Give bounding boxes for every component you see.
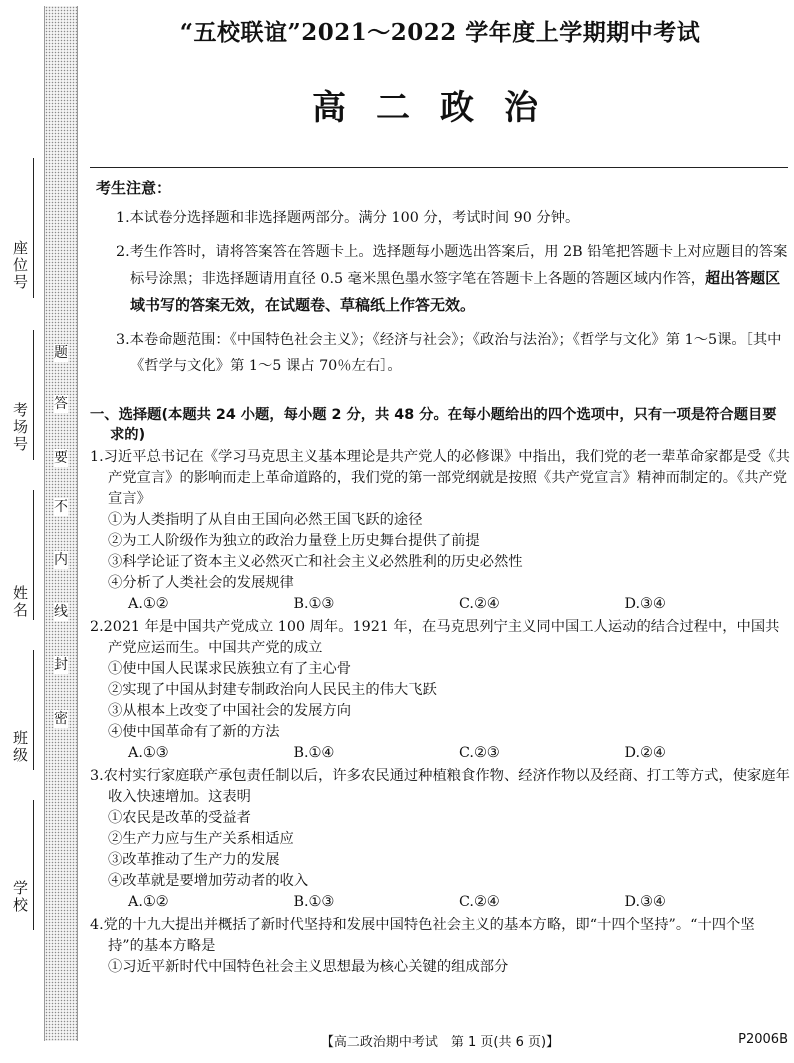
question-stem: 2.2021 年是中国共产党成立 100 周年。1921 年，在马克思列宁主义同中国工人运动的结合过程中，中国共产党应运而生。中国共产党的成立 (90, 619, 780, 656)
question (90, 766, 790, 913)
subject-title: 高二政治 (312, 88, 568, 128)
class-label: 班级 (11, 730, 29, 764)
answer-choice[interactable]: A.①③ (128, 745, 169, 761)
notice-item: 3.本卷命题范围：《中国特色社会主义》；《经济与社会》；《政治与法治》；《哲学与文化》第 1～5课。［其中《哲学与文化》第 1～5 课占 70％左右］。 (116, 332, 782, 374)
seal-char: 封 (54, 657, 68, 673)
notice-item-text: 2.考生作答时，请将答案答在答题卡上。选择题每小题选出答案后，用 2B 铅笔把答题卡上对应题目的答案标号涂黑；非选择题请用直径 0.5 毫米黑色墨水签字笔在答题卡上各题的答题区域内作答， (116, 244, 788, 287)
seal-char: 答 (54, 396, 68, 412)
header-divider (90, 167, 788, 168)
seal-char: 题 (54, 345, 68, 361)
exam-room-label: 考场号 (11, 402, 29, 453)
statement-option: ①习近平新时代中国特色社会主义思想最为核心关键的组成部分 (108, 959, 509, 975)
answer-choices (90, 743, 790, 764)
school-line[interactable] (33, 800, 34, 930)
statement-option: ②实现了中国从封建专制政治向人民民主的伟大飞跃 (108, 682, 437, 698)
statement-option: ①使中国人民谋求民族独立有了主心骨 (108, 661, 352, 677)
page-footer: 【高二政治期中考试 第 1 页(共 6 页)】 (320, 1035, 560, 1050)
statement-option: ④改革就是要增加劳动者的收入 (108, 873, 309, 889)
notice-item: 1.本试卷分选择题和非选择题两部分。满分 100 分，考试时间 90 分钟。 (116, 210, 580, 226)
seal-char: 密 (54, 711, 68, 727)
answer-choice[interactable]: C.②④ (459, 596, 500, 612)
exam-room-line[interactable] (33, 330, 34, 460)
seal-char: 要 (54, 450, 68, 466)
answer-choice[interactable]: C.②④ (459, 894, 500, 910)
answer-choices (90, 594, 790, 615)
statement-option: ③改革推动了生产力的发展 (108, 852, 280, 868)
answer-choice[interactable]: B.①④ (293, 745, 335, 761)
question-stem: 3.农村实行家庭联产承包责任制以后，许多农民通过种植粮食作物、经济作物以及经商、打工等方式，使家庭年收入快速增加。这表明 (90, 768, 790, 805)
answer-choice[interactable]: D.②④ (624, 745, 666, 761)
seal-char: 线 (54, 604, 68, 620)
question (90, 915, 790, 978)
exam-content (90, 178, 790, 978)
statement-option: ①农民是改革的受益者 (108, 810, 251, 826)
exam-title: “五校联谊”2021～2022 学年度上学期期中考试 (179, 19, 701, 46)
school-label: 学校 (11, 880, 29, 914)
question (90, 447, 790, 615)
question-stem: 4.党的十九大提出并概括了新时代坚持和发展中国特色社会主义的基本方略，即“十四个坚持”。“十四个坚持”的基本方略是 (90, 917, 755, 954)
statement-option: ②为工人阶级作为独立的政治力量登上历史舞台提供了前提 (108, 533, 480, 549)
answer-choice[interactable]: C.②③ (459, 745, 500, 761)
seal-strip (44, 6, 78, 1041)
class-line[interactable] (33, 650, 34, 770)
binding-margin (0, 0, 40, 1063)
question (90, 617, 790, 764)
statement-option: ③科学论证了资本主义必然灭亡和社会主义必然胜利的历史必然性 (108, 554, 523, 570)
answer-choice[interactable]: A.①② (128, 596, 169, 612)
name-line[interactable] (33, 490, 34, 620)
notice-heading: 考生注意： (96, 179, 172, 197)
seat-number-line[interactable] (33, 158, 34, 298)
answer-choice[interactable]: B.①③ (293, 894, 335, 910)
statement-option: ①为人类指明了从自由王国向必然王国飞跃的途径 (108, 512, 423, 528)
question-list (90, 447, 790, 978)
answer-choices (90, 892, 790, 913)
answer-choice[interactable]: D.③④ (624, 894, 666, 910)
section-heading: 一、选择题(本题共 24 小题，每小题 2 分，共 48 分。在每小题给出的四个选项中，只有一项是符合题目要求的) (90, 407, 777, 443)
answer-choice[interactable]: A.①② (128, 894, 169, 910)
notice-emphasis: 超出答题区域书写的答案无效，在试题卷、草稿纸上作答无效。 (130, 269, 781, 314)
answer-choice[interactable]: D.③④ (624, 596, 666, 612)
statement-option: ④分析了人类社会的发展规律 (108, 575, 294, 591)
seat-number-label: 座位号 (11, 240, 29, 291)
seal-char: 不 (54, 499, 68, 515)
notice-item (90, 239, 790, 319)
statement-option: ②生产力应与生产关系相适应 (108, 831, 294, 847)
statement-option: ③从根本上改变了中国社会的发展方向 (108, 703, 352, 719)
paper-code: P2006B (738, 1032, 788, 1047)
seal-char: 内 (54, 552, 68, 568)
statement-option: ④使中国革命有了新的方法 (108, 724, 280, 740)
question-stem: 1.习近平总书记在《学习马克思主义基本理论是共产党人的必修课》中指出，我们党的老一辈革命家都是受《共产党宣言》的影响而走上革命道路的，我们党的第一部党纲就是按照《共产党宣言》精神而制定的。《共产党宣言》 (90, 449, 790, 507)
name-label: 姓名 (11, 585, 29, 619)
answer-choice[interactable]: B.①③ (293, 596, 335, 612)
